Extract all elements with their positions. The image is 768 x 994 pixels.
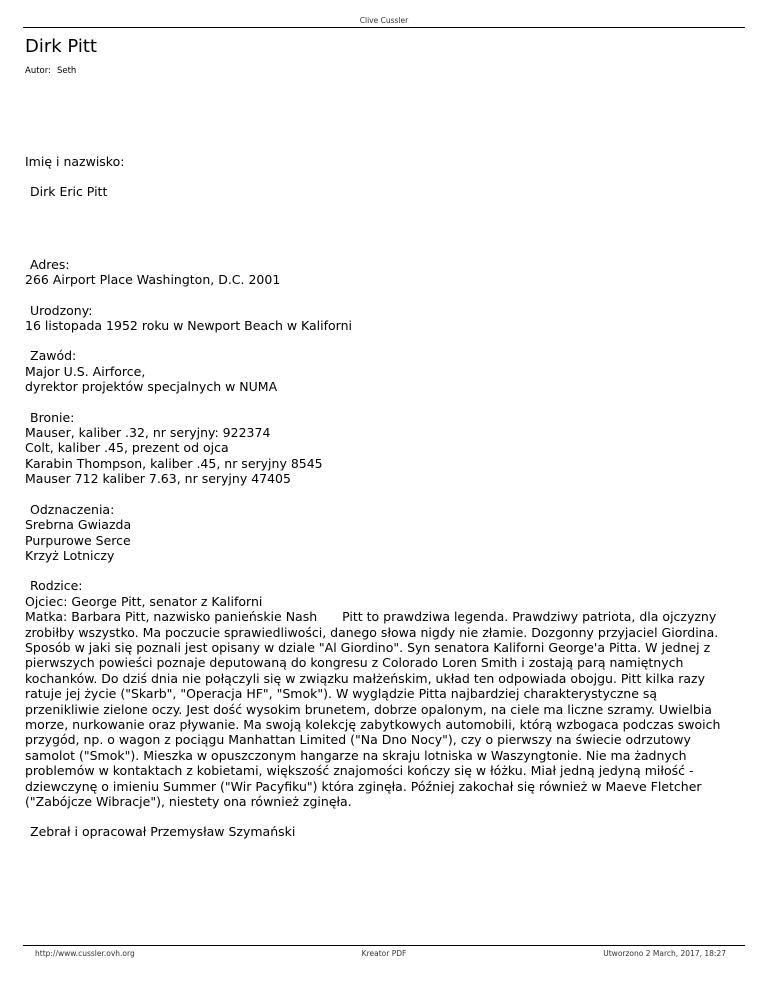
name-value: Dirk Eric Pitt <box>30 184 108 200</box>
article-body <box>25 154 735 840</box>
weapon-item: Karabin Thompson, kaliber .45, nr seryjny 8545 <box>25 455 323 471</box>
name-label: Imię i nazwisko: <box>25 154 125 169</box>
address-label: Adres: <box>30 256 70 272</box>
weapons-label: Bronie: <box>30 409 75 425</box>
weapon-item: Mauser, kaliber .32, nr seryjny: 922374 <box>25 425 271 441</box>
born-label: Urodzony: <box>30 302 93 318</box>
page-header-title: Clive Cussler <box>359 16 409 25</box>
header-divider <box>23 27 745 28</box>
author-name: Seth <box>56 66 77 76</box>
author-label: Autor: <box>25 66 51 76</box>
weapon-item: Mauser 712 kaliber 7.63, nr seryjny 47405 <box>25 471 291 487</box>
description-text: Pitt to prawdziwa legenda. Prawdziwy patriota, dla ojczyzny zrobiłby wszystko. Ma poczucie sprawiedliwości, danego słowa nigdy nie złamie. Dozgonny przyjaciel Giordina. Sposób w jaki się poznali jest opisany w dziale "Al Giordino". Syn senatora Kaliforni George'a Pitta. W jednej z pierwszych powieści poznaje deputowaną do kongresu z Colorado Loren Smith i zostają parą namiętnych kochanków. Do dziś dnia nie połączyli się w związku małżeńskim, układ ten odpowiada obojgu. Pitt kilka razy ratuje jej życie ("Skarb", "Operacja HF", "Smok"). W wyglądzie Pitta najbardziej charakterystyczne są przenikliwie zielone oczy. Jest dość wysokim brunetem, dobrze opalonym, na ciele ma liczne szramy. Uwielbia morze, nurkowanie oraz pływanie. Ma swoją kolekcję zabytkowych automobili, którą wzbogaca podczas swoich przygód, np. o wagon z pociągu Manhattan Limited ("Na Dno Nocy"), czy o pierwszy na świecie odrzutowy samolot ("Smok"). Mieszka w opuszczonym hangarze na skraju lotniska w Waszyngtonie. Nie ma żadnych problemów w kontaktach z kobietami, większość znajomości kończy się w łóżku. Miał jedną jedyną miłość - dziewczynę o imieniu Summer ("Wir Pacyfiku") która zginęła. Później zakochał się również w Maeve Fletcher ("Zabójcze Wibracje"), niestety ona również zginęła. <box>25 609 721 809</box>
article-title: Dirk Pitt <box>25 36 97 57</box>
footer-url: http://www.cussler.ovh.org <box>35 949 135 958</box>
award-item: Krzyż Lotniczy <box>25 547 115 563</box>
job-line: dyrektor projektów specjalnych w NUMA <box>25 379 278 395</box>
father-line: Ojciec: George Pitt, senator z Kaliforni <box>25 593 263 609</box>
award-item: Purpurowe Serce <box>25 532 131 548</box>
award-item: Srebrna Gwiazda <box>25 517 132 533</box>
mother-line: Matka: Barbara Pitt, nazwisko panieńskie Nash <box>25 609 318 625</box>
job-label: Zawód: <box>30 348 77 364</box>
awards-label: Odznaczenia: <box>30 501 115 517</box>
footer-divider <box>23 945 745 946</box>
weapon-item: Colt, kaliber .45, prezent od ojca <box>25 440 229 456</box>
parents-label: Rodzice: <box>30 578 83 594</box>
author-line <box>25 66 82 76</box>
address-value: 266 Airport Place Washington, D.C. 2001 <box>25 272 281 288</box>
credit-line: Zebrał i opracował Przemysław Szymański <box>30 824 296 840</box>
footer-created: Utworzono 2 March, 2017, 18:27 <box>603 949 726 958</box>
description-paragraph <box>25 609 735 809</box>
born-value: 16 listopada 1952 roku w Newport Beach w Kaliforni <box>25 318 352 334</box>
footer-generator: Kreator PDF <box>361 949 407 958</box>
job-line: Major U.S. Airforce, <box>25 363 146 379</box>
